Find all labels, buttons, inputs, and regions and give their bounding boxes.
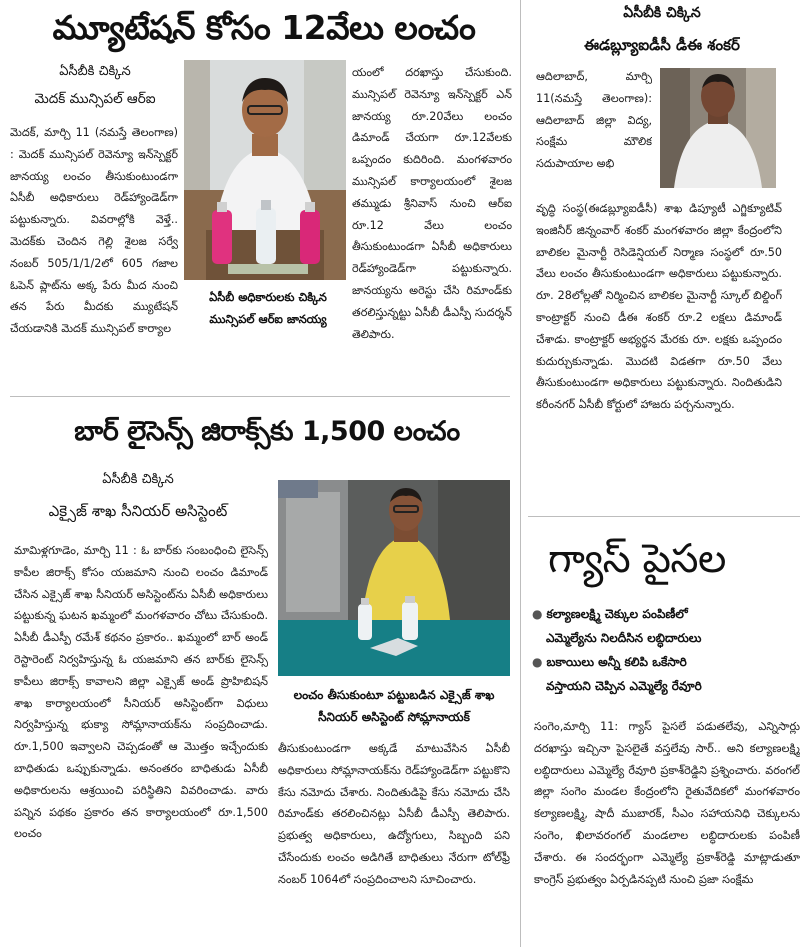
- story2-column-1: మామిళ్లగూడెం, మార్చి 11 : ఓ బార్‌కు సంబంధించి లైసెన్స్ కాపీల జిరాక్స్ కోసం యజమాని నుంచి లంచం డిమాండ్ చేసిన ఎక్సైజ్ శాఖ సీనియర్ అసిస్టెంట్‌ను ఏసీబీ అధికారులు పట్టుకున్న ఘటన ఖమ్మంలో మంగళవారం చోటు చేసుకుంది. ఏసీబీ డీఎస్పీ రమేశ్ కథనం ప్రకారం.. ఖమ్మంలో బార్ అండ్ రెస్టారెంట్ నిర్వహిస్తున్న ఓ యజమాని తన బార్‌కు లైసెన్స్ కాపీలు జిరాక్స్ కావాలని జిల్లా ఎక్సైజ్ అండ్ ప్రొహిబిషన్ శాఖ కార్యాలయంలో సీనియర్ అసిస్టెంట్‌గా విధులు నిర్వహిస్తున్న భుక్యా సోమ్లానాయక్‌ను సంప్రదించాడు. రూ.1,500 ఇవ్వాలని చెప్పడంతో ఆ మొత్తం ఇచ్చేందుకు బాధితుడు ఒప్పుకున్నాడు. అనంతరం బాధితుడు ఏసీబీ అధికారులను ఆశ్రయించి పరిస్థితిని వివరించాడు. వారు పన్నిన పథకం ప్రకారం తన కార్యాలయంలో రూ.1,500 లంచం: [14, 544, 268, 841]
- story2-photo: [278, 480, 510, 676]
- story3-headline: ఈడబ్ల్యూఐడీసీ డీఈ శంకర్: [584, 36, 740, 54]
- story2-column-2: తీసుకుంటుండగా అక్కడే మాటువేసిన ఏసీబీ అధికారులు సోమ్లానాయక్‌ను రెడ్‌హ్యాండెడ్‌గా పట్టుకొని కేసు నమోదు చేశారు. నిందితుడిపై కేసు నమోదు చేసి రిమాండ్‌కు తరలించినట్లు ఏసీబీ డీఎస్పీ తెలిపారు. ప్రభుత్వ అధికారులు, ఉద్యోగులు, సిబ్బంది పని చేసేందుకు లంచం అడిగితే బాధితులు నేరుగా టోల్‌ఫ్రీ నంబర్ 1064లో సంప్రదించాలని సూచించారు.: [278, 742, 510, 886]
- story1-photo: [184, 60, 346, 280]
- story1-photo-caption: ఏసీబీ అధికారులకు చిక్కిన మున్సిపల్ ఆర్ఐ జానయ్య: [209, 290, 327, 326]
- story4-headline: గ్యాస్ పైసల: [548, 536, 726, 582]
- bullet-icon: ●: [532, 607, 543, 621]
- story3-kicker: ఏసీబీకి చిక్కిన: [623, 5, 701, 21]
- bullet-text: కల్యాణలక్ష్మి చెక్కుల పంపిణీలో: [546, 607, 688, 621]
- bullet-item-continued: [532, 674, 800, 698]
- bullet-text: ఎమ్మెల్యేను నిలదీసిన లబ్ధిదారులు: [546, 631, 702, 645]
- bullet-item: [532, 650, 800, 674]
- story3-top-text: ఆదిలాబాద్, మార్చి 11(నమస్తే తెలంగాణ): ఆదిలాబాద్ జిల్లా విద్య, సంక్షేమ మౌలిక సదుపాయాల అభి: [536, 70, 652, 171]
- story1-subhead: మెదక్ మున్సిపల్ ఆర్ఐ: [34, 91, 156, 107]
- story1-column-1: మెదక్, మార్చి 11 (నమస్తే తెలంగాణ) : మెదక్ మున్సిపల్ రెవెన్యూ ఇన్‌స్పెక్టర్ జానయ్య లంచం తీసుకుంటుండగా ఏసీబీ అధికారులు రెడ్‌హ్యాండెడ్‌గా పట్టుకున్నారు. వివరాల్లోకి వెళ్తే.. మెదక్‌కు చెందిన గెల్లి శైలజ సర్వే నంబర్ 505/1/1/2లో 605 గజాల ఓపెన్ ప్లాట్‌ను అక్క పేరు మీద నుంచి తన పేరు మీదకు మ్యుటేషన్ చేయడానికి మెదక్ మున్సిపల్ కార్యాల: [10, 126, 178, 336]
- story4-bullets: [532, 602, 800, 706]
- story1-headline: మ్యూటేషన్ కోసం 12వేలు లంచం: [52, 8, 476, 47]
- story2-photo-caption: లంచం తీసుకుంటూ పట్టుబడిన ఎక్సైజ్ శాఖ సీనియర్ అసిస్టెంట్ సోమ్లానాయక్: [293, 688, 495, 724]
- story2-headline: బార్ లైసెన్స్ జిరాక్స్‌కు 1,500 లంచం: [74, 416, 460, 447]
- story2-subhead: ఎక్సైజ్ శాఖ సీనియర్ అసిస్టెంట్: [48, 502, 228, 520]
- official-photo-image: [660, 68, 776, 188]
- official-photo-image: [184, 60, 346, 280]
- bullet-item: [532, 602, 800, 626]
- bullet-icon: ●: [532, 655, 543, 669]
- bullet-text: బకాయిలు అన్నీ కలిపి ఒకేసారి: [546, 655, 687, 669]
- story3-photo: [660, 68, 776, 188]
- divider: [528, 516, 800, 517]
- story4-body: సంగెం,మార్చి 11: గ్యాస్ పైసలే పడుతలేవు, ఎన్నిసార్లు దరఖాస్తు ఇచ్చినా పైసలైతే వస్తలేవు సార్.. అని కల్యాణలక్ష్మి లబ్ధిదారులు ఎమ్మెల్యే రేవూరి ప్రకాశ్‌రెడ్డిని ప్రశ్నించారు. వరంగల్ జిల్లా సంగెం మండల కేంద్రంలోని రైతువేదికలో మంగళవారం కల్యాణలక్ష్మి, షాదీ ముబారక్, సీఎం సహాయనిధి చెక్కులను సంగెం, ఖిలావరంగల్ మండలాల లబ్ధిదారులకు పంపిణీ చేశారు. ఈ సందర్భంగా ఎమ్మెల్యే ప్రకాశ్‌రెడ్డి మాట్లాడుతూ కాంగ్రెస్ ప్రభుత్వం ఏర్పడినప్పటి నుంచి ప్రజా సంక్షేమ: [534, 720, 800, 886]
- bullet-text: వస్తాయని చెప్పిన ఎమ్మెల్యే రేవూరి: [546, 679, 702, 693]
- story1-column-2: యంలో దరఖాస్తు చేసుకుంది. మున్సిపల్ రెవెన్యూ ఇన్‌స్పెక్టర్ ఎన్ జానయ్య రూ.20వేలు లంచం డిమాండ్ చేయగా రూ.12వేలకు ఒప్పందం కుదిరింది. మంగళవారం మున్సిపల్ కార్యాలయంలో శైలజ తమ్ముడు శ్రీనివాస్ నుంచి ఆర్ఐ రూ.12 వేలు లంచం తీసుకుంటుండగా ఏసీబీ అధికారులు రెడ్‌హ్యాండెడ్‌గా పట్టుకున్నారు. జానయ్యను అరెస్టు చేసి రిమాండ్‌కు తరలిస్తున్నట్టు ఏసీబీ డీఎస్పీ సుదర్శన్ తెలిపారు.: [352, 66, 512, 341]
- bullet-item-continued: [532, 626, 800, 650]
- divider: [10, 396, 510, 397]
- official-photo-image: [278, 480, 510, 676]
- column-divider: [520, 0, 521, 947]
- story3-body: వృద్ధి సంస్థ(ఈడబ్ల్యూఐడీసీ) శాఖ డిప్యూటీ ఎగ్జిక్యూటివ్ ఇంజినీర్ జిన్నంవార్ శంకర్ మంగళవారం జిల్లా కేంద్రంలోని బాలికల మైనార్టీ రెసిడెన్షియల్ నిర్మాణ సంస్థలో రూ.50 వేలు లంచం తీసుకుంటుండగా అధికారులు పట్టుకున్నారు. రూ. 28లోల్లతో నిర్మించిన బాలికల మైనార్టీ స్కూల్ బిల్డింగ్ కాంట్రాక్టర్ నుంచి డీఈ శంకర్ రూ.2 లక్షలు డిమాండ్ చేశాడు. కాంట్రాక్టర్ అభ్యర్థన మేరకు రూ. లక్షకు ఒప్పందం కుదుర్చుకున్నాడు. మొదటి విడతగా రూ.50 వేలు తీసుకుంటుండగా అధికారులు పట్టుకున్నారు. నిందితుడిని కరీంనగర్ ఏసీబీ కోర్టులో హాజరు పర్చనున్నారు.: [536, 202, 782, 412]
- story1-kicker: ఏసీబీకి చిక్కిన: [59, 64, 131, 79]
- story2-kicker: ఏసీబీకి చిక్కిన: [102, 472, 174, 487]
